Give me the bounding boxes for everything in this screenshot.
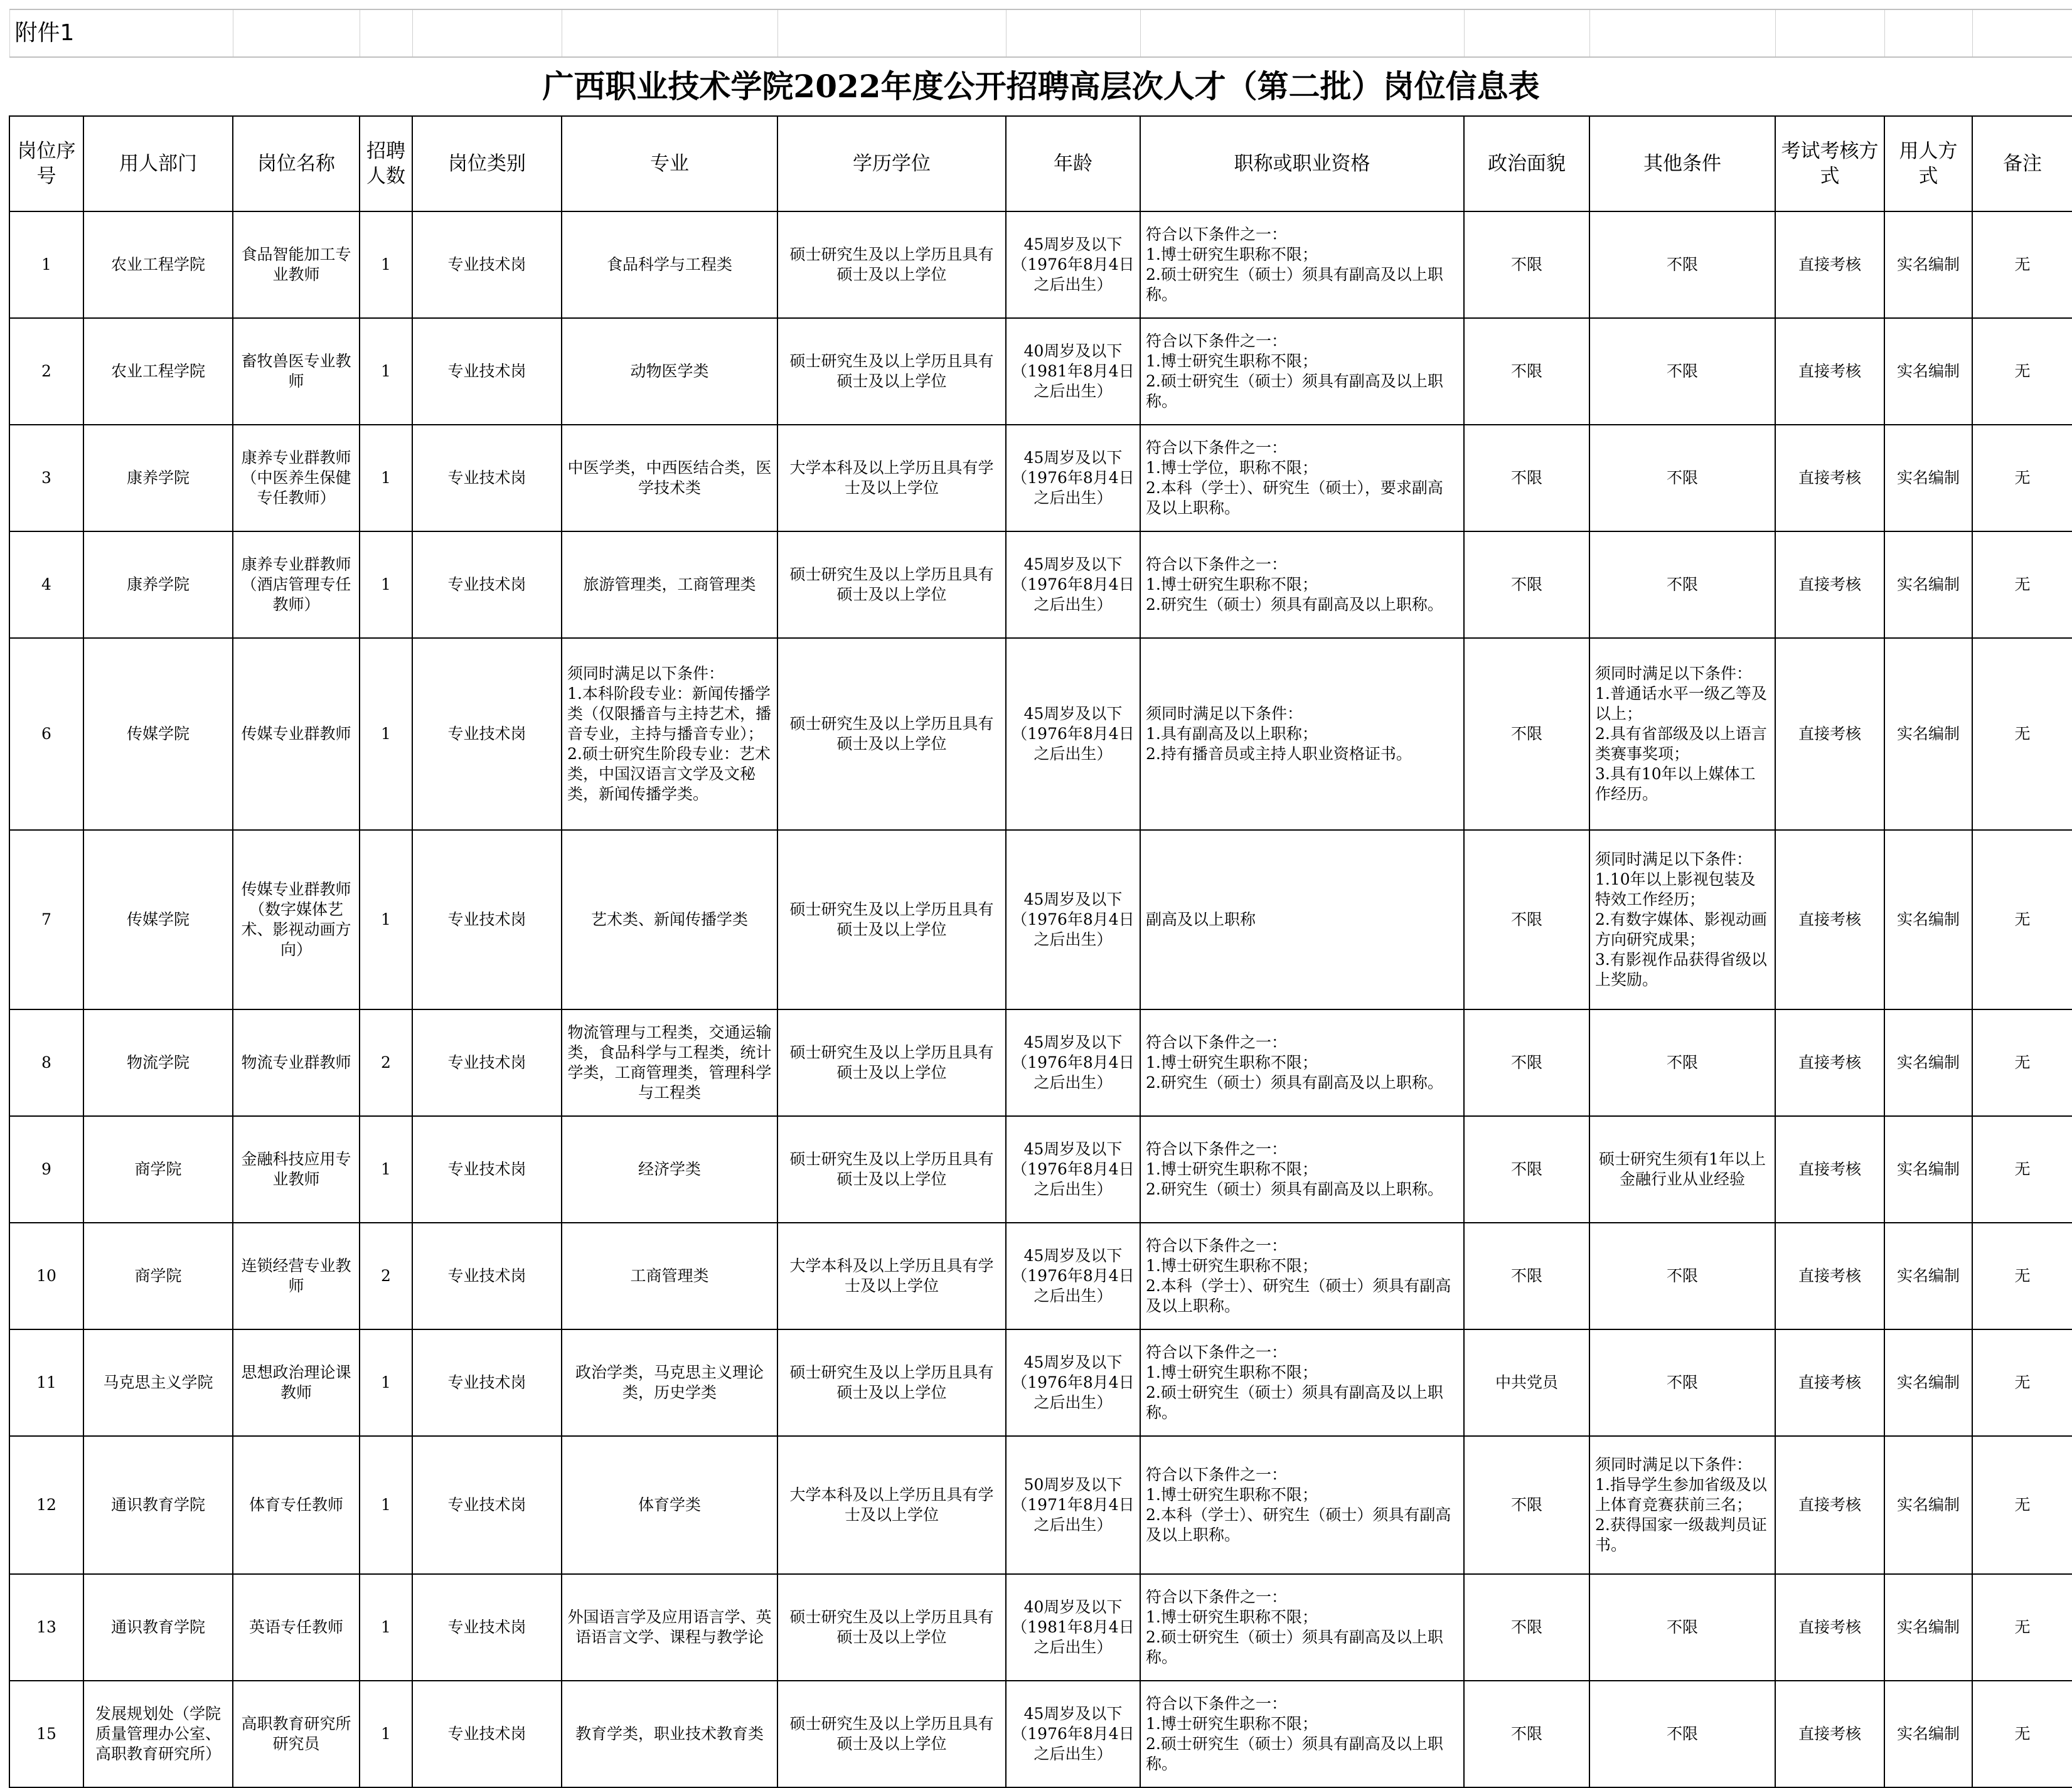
cell-age: 45周岁及以下（1976年8月4日之后出生）	[1006, 1009, 1140, 1116]
cell-political: 中共党员	[1464, 1329, 1589, 1436]
cell-exam: 直接考核	[1775, 531, 1884, 638]
cell-age: 45周岁及以下（1976年8月4日之后出生）	[1006, 830, 1140, 1009]
cell-category: 专业技术岗	[412, 318, 562, 425]
cell-major: 工商管理类	[562, 1223, 777, 1329]
cell-exam: 直接考核	[1775, 1329, 1884, 1436]
cell-category: 专业技术岗	[412, 1681, 562, 1787]
title-row	[9, 57, 2072, 116]
cell-title-req: 符合以下条件之一： 1.博士研究生职称不限； 2.研究生（硕士）须具有副高及以上职称。	[1140, 1116, 1464, 1223]
cell-political: 不限	[1464, 1436, 1589, 1574]
cell-major: 教育学类，职业技术教育类	[562, 1681, 777, 1787]
cell-title-req: 符合以下条件之一： 1.博士研究生职称不限； 2.本科（学士）、研究生（硕士）须具有副高及以上职称。	[1140, 1223, 1464, 1329]
cell-category: 专业技术岗	[412, 1436, 562, 1574]
cell-note: 无	[1972, 318, 2072, 425]
cell-post: 金融科技应用专业教师	[233, 1116, 360, 1223]
column-header: 专业	[562, 116, 777, 211]
table-row	[9, 531, 2072, 638]
cell-id: 3	[9, 425, 83, 531]
cell-title-req: 副高及以上职称	[1140, 830, 1464, 1009]
cell-employ: 实名编制	[1884, 830, 1972, 1009]
cell-political: 不限	[1464, 638, 1589, 830]
cell-degree: 大学本科及以上学历且具有学士及以上学位	[777, 1223, 1006, 1329]
table-row	[9, 830, 2072, 1009]
table-row	[9, 1116, 2072, 1223]
cell-note: 无	[1972, 425, 2072, 531]
cell-post: 传媒专业群教师	[233, 638, 360, 830]
cell-count: 1	[360, 1574, 412, 1681]
cell-post: 畜牧兽医专业教师	[233, 318, 360, 425]
column-header: 岗位类别	[412, 116, 562, 211]
column-header: 其他条件	[1589, 116, 1775, 211]
cell-title-req: 符合以下条件之一： 1.博士研究生职称不限； 2.本科（学士）、研究生（硕士）须具有副高及以上职称。	[1140, 1436, 1464, 1574]
cell-category: 专业技术岗	[412, 1009, 562, 1116]
cell-degree: 硕士研究生及以上学历且具有硕士及以上学位	[777, 830, 1006, 1009]
table-row	[9, 1574, 2072, 1681]
cell-exam: 直接考核	[1775, 1574, 1884, 1681]
cell-post: 传媒专业群教师（数字媒体艺术、影视动画方向）	[233, 830, 360, 1009]
cell-other: 须同时满足以下条件： 1.普通话水平一级乙等及以上； 2.具有省部级及以上语言类赛事奖项； 3.具有10年以上媒体工作经历。	[1589, 638, 1775, 830]
cell-exam: 直接考核	[1775, 1116, 1884, 1223]
cell-exam: 直接考核	[1775, 1681, 1884, 1787]
cell-political: 不限	[1464, 830, 1589, 1009]
cell-employ: 实名编制	[1884, 1681, 1972, 1787]
cell-title-req: 符合以下条件之一： 1.博士研究生职称不限； 2.硕士研究生（硕士）须具有副高及以上职称。	[1140, 1329, 1464, 1436]
cell-dept: 发展规划处（学院质量管理办公室、高职教育研究所）	[83, 1681, 233, 1787]
cell-title-req: 符合以下条件之一： 1.博士学位，职称不限； 2.本科（学士）、研究生（硕士），要求副高及以上职称。	[1140, 425, 1464, 531]
cell-category: 专业技术岗	[412, 1574, 562, 1681]
cell-post: 物流专业群教师	[233, 1009, 360, 1116]
cell-title-req: 须同时满足以下条件： 1.具有副高及以上职称； 2.持有播音员或主持人职业资格证书。	[1140, 638, 1464, 830]
recruitment-sheet	[9, 9, 2072, 1788]
cell-post: 食品智能加工专业教师	[233, 211, 360, 318]
cell-employ: 实名编制	[1884, 1436, 1972, 1574]
cell-note: 无	[1972, 1116, 2072, 1223]
cell-id: 11	[9, 1329, 83, 1436]
cell-degree: 硕士研究生及以上学历且具有硕士及以上学位	[777, 1116, 1006, 1223]
column-header: 考试考核方式	[1775, 116, 1884, 211]
cell-count: 1	[360, 211, 412, 318]
cell-major: 经济学类	[562, 1116, 777, 1223]
cell-employ: 实名编制	[1884, 1329, 1972, 1436]
cell-count: 1	[360, 318, 412, 425]
cell-degree: 硕士研究生及以上学历且具有硕士及以上学位	[777, 531, 1006, 638]
cell-note: 无	[1972, 1009, 2072, 1116]
column-header: 招聘人数	[360, 116, 412, 211]
cell-dept: 通识教育学院	[83, 1574, 233, 1681]
cell-id: 10	[9, 1223, 83, 1329]
attachment-row	[9, 9, 2072, 57]
column-header: 用人方式	[1884, 116, 1972, 211]
cell-id: 9	[9, 1116, 83, 1223]
cell-employ: 实名编制	[1884, 638, 1972, 830]
cell-exam: 直接考核	[1775, 318, 1884, 425]
table-row	[9, 638, 2072, 830]
cell-political: 不限	[1464, 211, 1589, 318]
cell-id: 6	[9, 638, 83, 830]
cell-note: 无	[1972, 1329, 2072, 1436]
cell-employ: 实名编制	[1884, 531, 1972, 638]
cell-exam: 直接考核	[1775, 638, 1884, 830]
cell-note: 无	[1972, 1223, 2072, 1329]
table-row	[9, 1009, 2072, 1116]
cell-category: 专业技术岗	[412, 830, 562, 1009]
cell-note: 无	[1972, 1436, 2072, 1574]
cell-category: 专业技术岗	[412, 531, 562, 638]
column-header: 备注	[1972, 116, 2072, 211]
cell-employ: 实名编制	[1884, 1009, 1972, 1116]
cell-id: 8	[9, 1009, 83, 1116]
cell-other: 不限	[1589, 1574, 1775, 1681]
cell-note: 无	[1972, 211, 2072, 318]
cell-major: 体育学类	[562, 1436, 777, 1574]
cell-post: 连锁经营专业教师	[233, 1223, 360, 1329]
cell-count: 1	[360, 531, 412, 638]
cell-major: 外国语言学及应用语言学、英语语言文学、课程与教学论	[562, 1574, 777, 1681]
cell-category: 专业技术岗	[412, 211, 562, 318]
column-header: 年龄	[1006, 116, 1140, 211]
cell-other: 不限	[1589, 531, 1775, 638]
cell-major: 动物医学类	[562, 318, 777, 425]
cell-count: 1	[360, 1436, 412, 1574]
cell-major: 政治学类，马克思主义理论类，历史学类	[562, 1329, 777, 1436]
cell-political: 不限	[1464, 1681, 1589, 1787]
cell-degree: 硕士研究生及以上学历且具有硕士及以上学位	[777, 1574, 1006, 1681]
cell-post: 英语专任教师	[233, 1574, 360, 1681]
cell-dept: 农业工程学院	[83, 318, 233, 425]
cell-age: 45周岁及以下（1976年8月4日之后出生）	[1006, 638, 1140, 830]
cell-other: 不限	[1589, 1681, 1775, 1787]
cell-count: 1	[360, 1329, 412, 1436]
cell-other: 不限	[1589, 318, 1775, 425]
cell-id: 2	[9, 318, 83, 425]
cell-exam: 直接考核	[1775, 830, 1884, 1009]
cell-political: 不限	[1464, 1009, 1589, 1116]
cell-exam: 直接考核	[1775, 1436, 1884, 1574]
attachment-label: 附件1	[9, 9, 233, 57]
cell-post: 高职教育研究所研究员	[233, 1681, 360, 1787]
cell-political: 不限	[1464, 318, 1589, 425]
cell-employ: 实名编制	[1884, 318, 1972, 425]
cell-post: 康养专业群教师（酒店管理专任教师）	[233, 531, 360, 638]
cell-id: 15	[9, 1681, 83, 1787]
cell-title-req: 符合以下条件之一： 1.博士研究生职称不限； 2.硕士研究生（硕士）须具有副高及以上职称。	[1140, 318, 1464, 425]
cell-category: 专业技术岗	[412, 1329, 562, 1436]
cell-exam: 直接考核	[1775, 211, 1884, 318]
cell-dept: 农业工程学院	[83, 211, 233, 318]
cell-employ: 实名编制	[1884, 1223, 1972, 1329]
table-row	[9, 1681, 2072, 1787]
cell-title-req: 符合以下条件之一： 1.博士研究生职称不限； 2.硕士研究生（硕士）须具有副高及以上职称。	[1140, 1681, 1464, 1787]
cell-note: 无	[1972, 531, 2072, 638]
cell-other: 不限	[1589, 1223, 1775, 1329]
cell-degree: 硕士研究生及以上学历且具有硕士及以上学位	[777, 318, 1006, 425]
cell-major: 物流管理与工程类，交通运输类，食品科学与工程类，统计学类，工商管理类，管理科学与工程类	[562, 1009, 777, 1116]
cell-degree: 大学本科及以上学历且具有学士及以上学位	[777, 425, 1006, 531]
cell-political: 不限	[1464, 425, 1589, 531]
cell-degree: 硕士研究生及以上学历且具有硕士及以上学位	[777, 211, 1006, 318]
column-header: 学历学位	[777, 116, 1006, 211]
cell-title-req: 符合以下条件之一： 1.博士研究生职称不限； 2.研究生（硕士）须具有副高及以上职称。	[1140, 1009, 1464, 1116]
cell-id: 4	[9, 531, 83, 638]
table-row	[9, 425, 2072, 531]
cell-other: 须同时满足以下条件： 1.指导学生参加省级及以上体育竞赛获前三名； 2.获得国家一级裁判员证书。	[1589, 1436, 1775, 1574]
table-row	[9, 1436, 2072, 1574]
cell-political: 不限	[1464, 1223, 1589, 1329]
cell-age: 45周岁及以下（1976年8月4日之后出生）	[1006, 425, 1140, 531]
cell-post: 体育专任教师	[233, 1436, 360, 1574]
cell-age: 40周岁及以下（1981年8月4日之后出生）	[1006, 1574, 1140, 1681]
cell-age: 45周岁及以下（1976年8月4日之后出生）	[1006, 531, 1140, 638]
cell-count: 1	[360, 638, 412, 830]
cell-exam: 直接考核	[1775, 1009, 1884, 1116]
cell-post: 康养专业群教师（中医养生保健专任教师）	[233, 425, 360, 531]
cell-employ: 实名编制	[1884, 1116, 1972, 1223]
cell-political: 不限	[1464, 531, 1589, 638]
position-table	[9, 9, 2072, 1788]
cell-dept: 物流学院	[83, 1009, 233, 1116]
cell-note: 无	[1972, 1574, 2072, 1681]
cell-political: 不限	[1464, 1116, 1589, 1223]
cell-exam: 直接考核	[1775, 1223, 1884, 1329]
cell-category: 专业技术岗	[412, 425, 562, 531]
cell-note: 无	[1972, 830, 2072, 1009]
cell-dept: 康养学院	[83, 531, 233, 638]
cell-age: 45周岁及以下（1976年8月4日之后出生）	[1006, 1116, 1140, 1223]
table-row	[9, 211, 2072, 318]
cell-count: 1	[360, 1116, 412, 1223]
table-row	[9, 318, 2072, 425]
cell-note: 无	[1972, 638, 2072, 830]
cell-major: 须同时满足以下条件： 1.本科阶段专业：新闻传播学类（仅限播音与主持艺术，播音专业，主持与播音专业）； 2.硕士研究生阶段专业：艺术类，中国汉语言文学及文秘类，新闻传播学类。	[562, 638, 777, 830]
cell-post: 思想政治理论课教师	[233, 1329, 360, 1436]
cell-count: 2	[360, 1009, 412, 1116]
cell-note: 无	[1972, 1681, 2072, 1787]
cell-title-req: 符合以下条件之一： 1.博士研究生职称不限； 2.硕士研究生（硕士）须具有副高及以上职称。	[1140, 1574, 1464, 1681]
column-header: 岗位序号	[9, 116, 83, 211]
cell-degree: 硕士研究生及以上学历且具有硕士及以上学位	[777, 638, 1006, 830]
cell-major: 旅游管理类，工商管理类	[562, 531, 777, 638]
cell-other: 硕士研究生须有1年以上金融行业从业经验	[1589, 1116, 1775, 1223]
cell-id: 13	[9, 1574, 83, 1681]
cell-major: 食品科学与工程类	[562, 211, 777, 318]
table-row	[9, 1223, 2072, 1329]
header-row	[9, 116, 2072, 211]
cell-title-req: 符合以下条件之一： 1.博士研究生职称不限； 2.硕士研究生（硕士）须具有副高及以上职称。	[1140, 211, 1464, 318]
cell-count: 1	[360, 830, 412, 1009]
column-header: 政治面貌	[1464, 116, 1589, 211]
cell-dept: 通识教育学院	[83, 1436, 233, 1574]
cell-major: 艺术类、新闻传播学类	[562, 830, 777, 1009]
cell-exam: 直接考核	[1775, 425, 1884, 531]
page-title: 广西职业技术学院2022年度公开招聘高层次人才（第二批）岗位信息表	[9, 57, 2072, 116]
cell-id: 12	[9, 1436, 83, 1574]
cell-employ: 实名编制	[1884, 211, 1972, 318]
cell-employ: 实名编制	[1884, 1574, 1972, 1681]
cell-age: 45周岁及以下（1976年8月4日之后出生）	[1006, 211, 1140, 318]
cell-degree: 硕士研究生及以上学历且具有硕士及以上学位	[777, 1009, 1006, 1116]
cell-political: 不限	[1464, 1574, 1589, 1681]
cell-employ: 实名编制	[1884, 425, 1972, 531]
cell-other: 不限	[1589, 211, 1775, 318]
cell-other: 不限	[1589, 425, 1775, 531]
cell-degree: 大学本科及以上学历且具有学士及以上学位	[777, 1436, 1006, 1574]
cell-degree: 硕士研究生及以上学历且具有硕士及以上学位	[777, 1329, 1006, 1436]
cell-other: 不限	[1589, 1329, 1775, 1436]
cell-category: 专业技术岗	[412, 638, 562, 830]
column-header: 职称或职业资格	[1140, 116, 1464, 211]
table-row	[9, 1329, 2072, 1436]
cell-count: 1	[360, 1681, 412, 1787]
cell-dept: 康养学院	[83, 425, 233, 531]
cell-count: 2	[360, 1223, 412, 1329]
cell-dept: 传媒学院	[83, 638, 233, 830]
cell-dept: 马克思主义学院	[83, 1329, 233, 1436]
cell-category: 专业技术岗	[412, 1223, 562, 1329]
column-header: 岗位名称	[233, 116, 360, 211]
cell-age: 50周岁及以下（1971年8月4日之后出生）	[1006, 1436, 1140, 1574]
cell-count: 1	[360, 425, 412, 531]
cell-dept: 商学院	[83, 1223, 233, 1329]
cell-dept: 商学院	[83, 1116, 233, 1223]
cell-id: 1	[9, 211, 83, 318]
cell-other: 须同时满足以下条件： 1.10年以上影视包装及特效工作经历； 2.有数字媒体、影视动画方向研究成果； 3.有影视作品获得省级以上奖励。	[1589, 830, 1775, 1009]
cell-age: 45周岁及以下（1976年8月4日之后出生）	[1006, 1681, 1140, 1787]
cell-id: 7	[9, 830, 83, 1009]
cell-dept: 传媒学院	[83, 830, 233, 1009]
column-header: 用人部门	[83, 116, 233, 211]
cell-age: 45周岁及以下（1976年8月4日之后出生）	[1006, 1329, 1140, 1436]
cell-title-req: 符合以下条件之一： 1.博士研究生职称不限； 2.研究生（硕士）须具有副高及以上职称。	[1140, 531, 1464, 638]
cell-degree: 硕士研究生及以上学历且具有硕士及以上学位	[777, 1681, 1006, 1787]
cell-other: 不限	[1589, 1009, 1775, 1116]
cell-age: 40周岁及以下（1981年8月4日之后出生）	[1006, 318, 1140, 425]
cell-major: 中医学类，中西医结合类，医学技术类	[562, 425, 777, 531]
cell-category: 专业技术岗	[412, 1116, 562, 1223]
cell-age: 45周岁及以下（1976年8月4日之后出生）	[1006, 1223, 1140, 1329]
